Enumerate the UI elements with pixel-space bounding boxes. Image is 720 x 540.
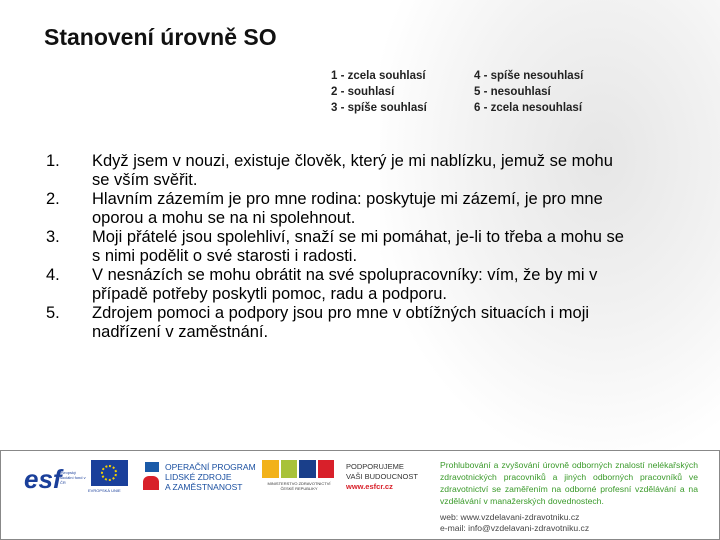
list-item [46,152,626,190]
eu-stars-icon [101,465,117,481]
item-number: 4. [46,266,60,284]
list-item [46,304,626,342]
item-text: Moji přátelé jsou spolehliví, snaží se mi pomáhat, je-li to třeba a mohu se s nimi podělit o své starosti i radosti. [92,228,624,265]
email-link[interactable]: e-mail: info@vzdelavani-zdravotniku.cz [440,523,590,533]
esf-subtext: evropský sociální fond v ČR [60,470,86,485]
esf-logo [24,460,86,492]
web-link[interactable]: web: www.vzdelavani-zdravotniku.cz [440,512,580,522]
item-text: V nesnázích se mohu obrátit na své spolupracovníky: vím, že by mi v případě potřeby poskytli pomoc, radu a podporu. [92,266,598,303]
support-url[interactable]: www.esfcr.cz [346,482,393,491]
support-line: VAŠI BUDOUCNOST [346,472,418,481]
scale-item: 6 - zcela nesouhlasí [474,102,583,114]
esf-text: esf [24,464,62,494]
scale-item: 4 - spíše nesouhlasí [474,70,584,82]
project-description: Prohlubování a zvyšování úrovně odborných znalostí nelékařských zdravotnických pracovníků a jiných odborných pracovníků ve zdravotnictví se zaměřením na odborné profesní vzdělávání a na vzdělávání v manažerských dovednostech. [440,460,698,506]
op-logo-icon [141,462,161,490]
scale-left [331,68,427,116]
item-number: 3. [46,228,60,246]
item-text: Hlavním zázemím je pro mne rodina: poskytuje mi zázemí, je pro mne oporou a mohu se na ni spolehnout. [92,190,603,227]
scale-item: 2 - souhlasí [331,86,395,98]
scale-item: 1 - zcela souhlasí [331,70,426,82]
page-title: Stanovení úrovně SO [44,24,277,50]
item-number: 5. [46,304,60,322]
op-line: OPERAČNÍ PROGRAM [165,462,256,472]
support-label [346,462,418,492]
item-text: Zdrojem pomoci a podpory jsou pro mne v obtížných situacích i moji nadřízení v zaměstnání. [92,304,590,341]
ministry-logo-icon [262,460,334,478]
item-text: Když jsem v nouzi, existuje člověk, který je mi nablízku, jemuž se mohu se vším svěřit. [92,152,613,189]
eu-flag [91,460,128,486]
op-line: LIDSKÉ ZDROJE [165,472,232,482]
scale-right [474,68,583,116]
statement-list [46,152,626,342]
scale-item: 3 - spíše souhlasí [331,102,427,114]
ministry-label: MINISTERSTVO ZDRAVOTNICTVÍ ČESKÉ REPUBLIKY [267,481,331,491]
item-number: 2. [46,190,60,208]
support-line: PODPORUJEME [346,462,404,471]
list-item [46,266,626,304]
scale-item: 5 - nesouhlasí [474,86,551,98]
list-item [46,228,626,266]
eu-label: EVROPSKÁ UNIE [88,488,121,493]
op-label [165,462,256,492]
list-item [46,190,626,228]
contact-info [440,512,589,534]
op-line: A ZAMĚSTNANOST [165,482,243,492]
item-number: 1. [46,152,60,170]
